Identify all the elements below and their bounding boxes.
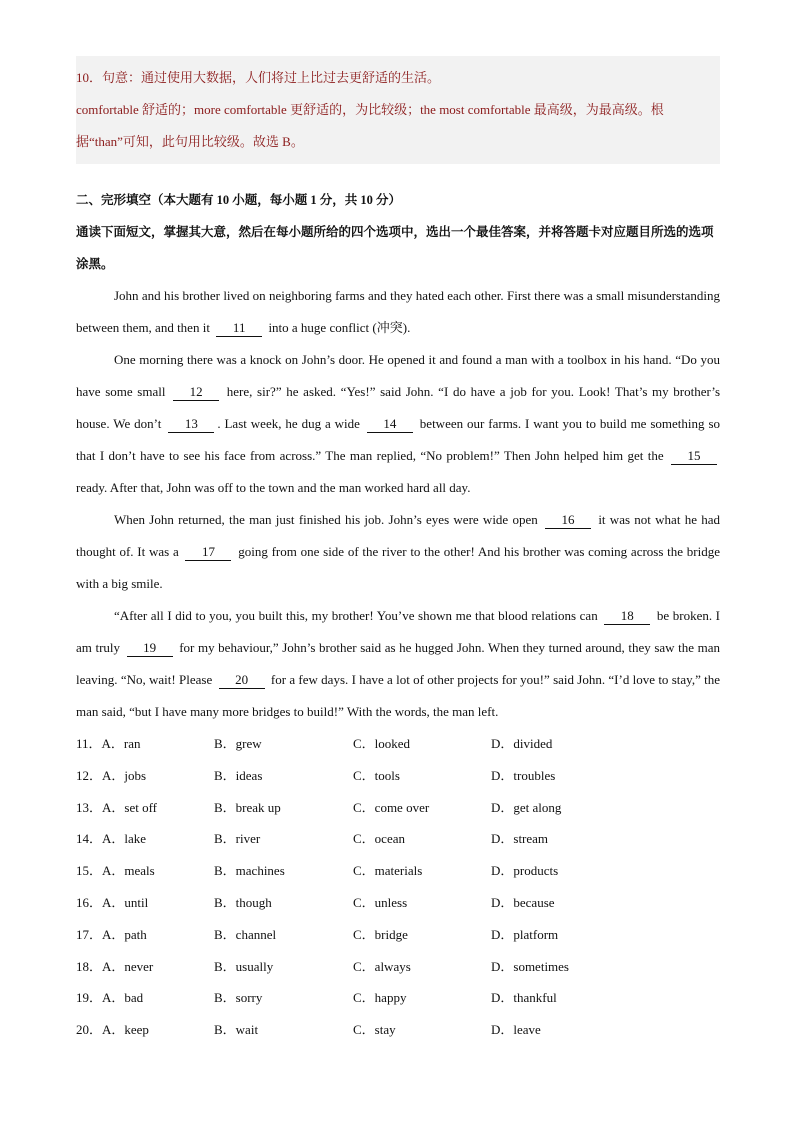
option-b: B．though bbox=[214, 894, 272, 910]
blank-15: 15 bbox=[671, 448, 717, 465]
option-b: B．ideas bbox=[214, 767, 263, 783]
option-c: C．materials bbox=[353, 863, 423, 879]
blank-16: 16 bbox=[545, 512, 591, 529]
option-d: D．sometimes bbox=[491, 958, 569, 974]
option-a: 20．A．keep bbox=[76, 1022, 149, 1038]
option-a: 14．A．lake bbox=[76, 831, 147, 847]
blank-20: 20 bbox=[219, 672, 265, 689]
blank-18: 18 bbox=[604, 608, 650, 625]
section-instruction: 通读下面短文，掌握其大意，然后在每小题所给的四个选项中，选出一个最佳答案，并将答题卡对应题目所选的选项涂黑。 bbox=[76, 225, 714, 271]
option-d: D．because bbox=[491, 894, 555, 910]
passage-text: John and his brother lived on neighboring farms and they hated each other. First there was a small misunderstanding between them, and then it bbox=[76, 288, 720, 335]
passage-text: into a huge conflict (冲突). bbox=[268, 320, 411, 335]
passage-text: here, sir?” he asked. “Yes!” said John. “I do have a job for you. Look! That’s my brother’s house. We don’t bbox=[76, 384, 721, 431]
passage-text: for my behaviour,” John’s brother said as he hugged John. When they turned around, they saw the man leaving. “No, wait! Please bbox=[76, 640, 721, 687]
cloze-passage bbox=[76, 280, 720, 728]
blank-12: 12 bbox=[173, 384, 219, 401]
option-b: B．grew bbox=[214, 736, 262, 751]
option-c: C．happy bbox=[353, 990, 407, 1006]
option-b: B．machines bbox=[214, 863, 285, 879]
section-title: 二、完形填空（本大题有 10 小题，每小题 1 分，共 10 分） bbox=[76, 193, 402, 207]
option-a: 18．A．never bbox=[76, 958, 154, 974]
option-c: C．ocean bbox=[353, 831, 405, 847]
option-a: 19．A．bad bbox=[76, 990, 144, 1006]
passage-text: it was not what he had thought of. It was a bbox=[76, 512, 721, 559]
blank-17: 17 bbox=[185, 544, 231, 561]
passage-text: “After all I did to you, you built this, my brother! You’ve shown me that blood relations can bbox=[114, 608, 598, 623]
option-d: D．products bbox=[491, 863, 559, 879]
blank-14: 14 bbox=[367, 416, 413, 433]
option-row-14 bbox=[76, 823, 720, 855]
option-b: B．river bbox=[214, 831, 261, 847]
option-d: D．divided bbox=[491, 736, 553, 751]
passage-text: . Last week, he dug a wide bbox=[217, 416, 360, 431]
option-a: 11．A．ran bbox=[76, 736, 141, 751]
option-b: B．usually bbox=[214, 958, 274, 974]
passage-paragraph-1 bbox=[76, 280, 720, 344]
option-a: 13．A．set off bbox=[76, 799, 158, 815]
passage-paragraph-2 bbox=[76, 344, 720, 504]
answer-line-2: comfortable 舒适的；more comfortable 更舒适的，为比较级；the most comfortable 最高级，为最高级。根据“than”可知，此句用比较级。故选 B。 bbox=[76, 102, 664, 149]
option-row-20 bbox=[76, 1014, 720, 1046]
passage-paragraph-4 bbox=[76, 600, 720, 728]
passage-text: One morning there was a knock on John’s door. He opened it and found a man with a toolbox in his hand. “Do you have some small bbox=[76, 352, 720, 399]
answer-options bbox=[76, 728, 720, 1046]
answer-line-1: 10．句意：通过使用大数据，人们将过上比过去更舒适的生活。 bbox=[76, 70, 441, 85]
option-a: 17．A．path bbox=[76, 926, 147, 942]
option-c: C．always bbox=[353, 958, 411, 974]
option-c: C．looked bbox=[353, 736, 411, 751]
option-row-12 bbox=[76, 760, 720, 792]
blank-19: 19 bbox=[127, 640, 173, 657]
option-b: B．break up bbox=[214, 799, 281, 815]
option-d: D．get along bbox=[491, 799, 562, 815]
answer-explanation-box bbox=[76, 56, 720, 164]
option-row-11 bbox=[76, 728, 720, 760]
option-d: D．thankful bbox=[491, 990, 557, 1006]
option-d: D．leave bbox=[491, 1022, 541, 1038]
option-d: D．platform bbox=[491, 926, 559, 942]
option-b: B．sorry bbox=[214, 990, 263, 1006]
option-a: 15．A．meals bbox=[76, 863, 155, 879]
option-c: C．bridge bbox=[353, 926, 408, 942]
option-row-13 bbox=[76, 792, 720, 824]
option-c: C．come over bbox=[353, 799, 430, 815]
passage-text: be broken. I am truly bbox=[76, 608, 721, 655]
option-c: C．stay bbox=[353, 1022, 396, 1038]
option-row-15 bbox=[76, 855, 720, 887]
option-c: C．unless bbox=[353, 894, 408, 910]
option-b: B．wait bbox=[214, 1022, 259, 1038]
option-c: C．tools bbox=[353, 767, 400, 783]
option-a: 16．A．until bbox=[76, 894, 149, 910]
option-a: 12．A．jobs bbox=[76, 767, 147, 783]
passage-paragraph-3 bbox=[76, 504, 720, 600]
passage-text: When John returned, the man just finished his job. John’s eyes were wide open bbox=[114, 512, 538, 527]
option-row-18 bbox=[76, 951, 720, 983]
blank-11: 11 bbox=[216, 320, 262, 337]
option-row-16 bbox=[76, 887, 720, 919]
blank-13: 13 bbox=[168, 416, 214, 433]
passage-text: between our farms. I want you to build me something so that I don’t have to see his face from across.” The man replied, “No problem!” Then John helped him get the bbox=[76, 416, 721, 463]
option-row-19 bbox=[76, 982, 720, 1014]
option-d: D．troubles bbox=[491, 767, 556, 783]
document-page bbox=[76, 56, 720, 1046]
option-row-17 bbox=[76, 919, 720, 951]
option-d: D．stream bbox=[491, 831, 549, 847]
passage-text: for a few days. I have a lot of other projects for you!” said John. “I’d love to stay,” the man said, “but I have many more bridges to build!” With the words, the man left. bbox=[76, 672, 721, 719]
passage-text: ready. After that, John was off to the town and the man worked hard all day. bbox=[76, 480, 471, 495]
passage-text: going from one side of the river to the other! And his brother was coming across the bridge with a big smile. bbox=[76, 544, 721, 591]
option-b: B．channel bbox=[214, 926, 277, 942]
